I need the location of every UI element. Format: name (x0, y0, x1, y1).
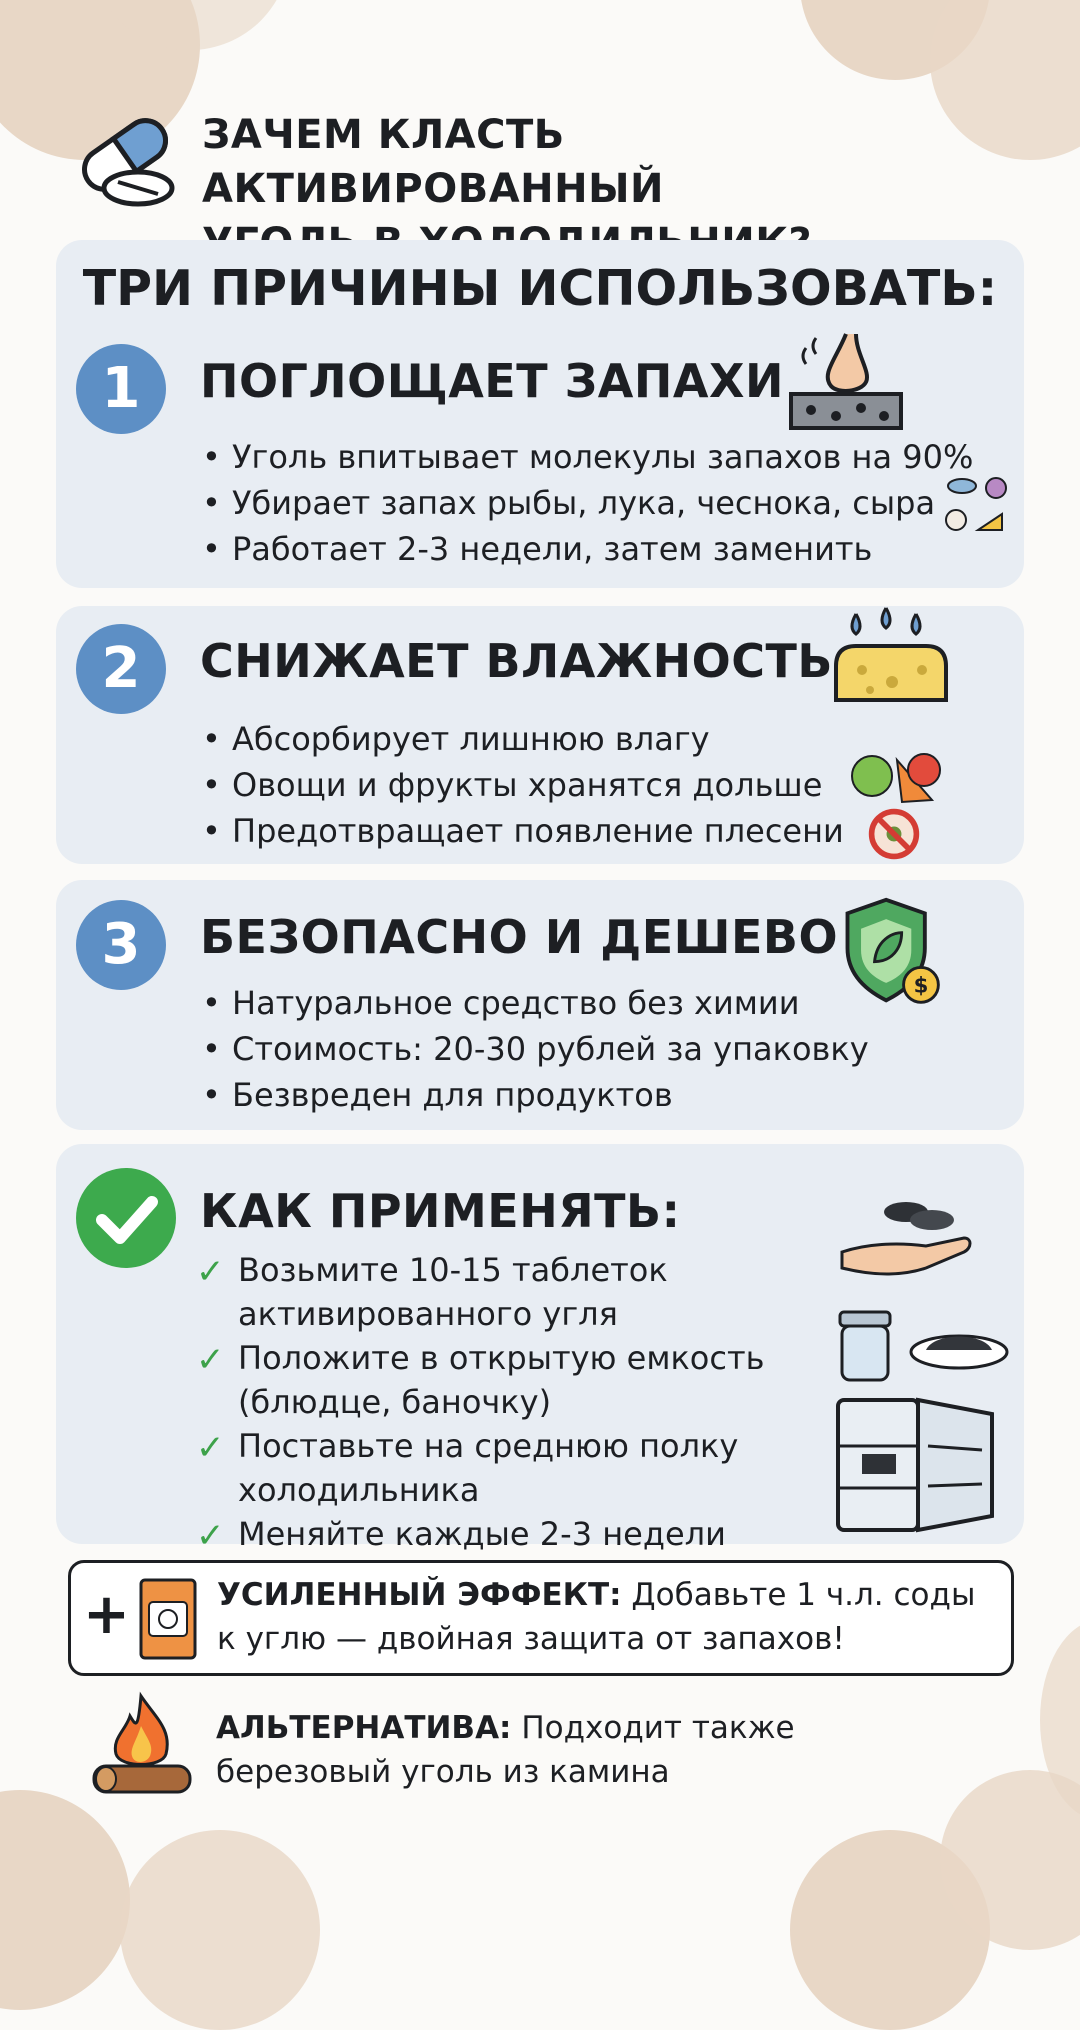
list-item: • Натуральное средство без химии (202, 980, 869, 1026)
check-circle-icon (76, 1168, 176, 1268)
reason-title-3: БЕЗОПАСНО И ДЕШЕВО (200, 910, 839, 964)
no-mold-icon (866, 806, 922, 862)
list-item: • Овощи и фрукты хранятся дольше (202, 762, 844, 808)
reason-1-bullets (202, 434, 973, 572)
boost-line-2: к углю — двойная защита от запахов! (217, 1621, 845, 1657)
step-line: Меняйте каждые 2-3 недели (238, 1515, 726, 1553)
pill-icon (70, 100, 190, 220)
howto-card (56, 1144, 1024, 1556)
list-item: • Предотвращает появление плесени (202, 808, 844, 854)
alternative-line-1 (216, 1706, 795, 1750)
alternative-text (216, 1706, 795, 1794)
header (70, 100, 1030, 240)
reason-number-3: 3 (76, 900, 166, 990)
step-line: Возьмите 10-15 таблеток (238, 1251, 668, 1289)
fish-garlic-cheese-icon (940, 468, 1010, 538)
reasons-heading: ТРИ ПРИЧИНЫ ИСПОЛЬЗОВАТЬ: (82, 260, 998, 317)
list-item: • Уголь впитывает молекулы запахов на 90% (202, 434, 973, 480)
fridge-icon (832, 1396, 1002, 1536)
nose-charcoal-icon (776, 324, 916, 434)
step-line: (блюдце, баночку) (238, 1383, 552, 1421)
step-line: Положите в открытую емкость (238, 1339, 765, 1377)
boost-text-rest: Добавьте 1 ч.л. соды (621, 1577, 976, 1613)
reason-card-3 (56, 880, 1024, 1130)
check-icon: ✓ (196, 1428, 225, 1468)
check-icon: ✓ (196, 1516, 225, 1556)
reason-card-2 (56, 606, 1024, 864)
list-item: • Убирает запах рыбы, лука, чеснока, сыра (202, 480, 973, 526)
step-line: Поставьте на среднюю полку (238, 1427, 739, 1465)
vegetables-icon (842, 740, 952, 810)
reason-title-1: ПОГЛОЩАЕТ ЗАПАХИ (200, 354, 784, 408)
howto-steps (196, 1248, 764, 1556)
list-item (196, 1248, 764, 1336)
reason-number-1: 1 (76, 344, 166, 434)
list-item: • Абсорбирует лишнюю влагу (202, 716, 844, 762)
check-icon: ✓ (196, 1252, 225, 1292)
reason-number-2: 2 (76, 624, 166, 714)
alternative-text-rest: Подходит также (511, 1710, 795, 1746)
boost-line-1 (217, 1573, 975, 1617)
svg-text:$: $ (913, 973, 929, 999)
page-title-line-1: ЗАЧЕМ КЛАСТЬ АКТИВИРОВАННЫЙ (202, 112, 665, 212)
hand-tablets-icon (836, 1194, 976, 1284)
soda-box-icon (133, 1571, 203, 1663)
reason-3-bullets (202, 980, 869, 1118)
boost-label: УСИЛЕННЫЙ ЭФФЕКТ: (217, 1577, 622, 1613)
step-line: холодильника (238, 1471, 480, 1509)
list-item (196, 1336, 764, 1424)
alternative-line-2: березовый уголь из камина (216, 1754, 670, 1790)
list-item (196, 1512, 764, 1556)
sponge-drops-icon (826, 606, 956, 716)
list-item: • Работает 2-3 недели, затем заменить (202, 526, 973, 572)
reason-title-2: СНИЖАЕТ ВЛАЖНОСТЬ (200, 634, 833, 688)
boost-text (217, 1573, 975, 1661)
step-line: активированного угля (238, 1295, 618, 1333)
reason-card-1 (56, 240, 1024, 588)
list-item: • Стоимость: 20-30 рублей за упаковку (202, 1026, 869, 1072)
list-item (196, 1424, 764, 1512)
decor-circle-bottom-left-2 (120, 1830, 320, 2030)
reason-2-bullets (202, 716, 844, 854)
plus-icon: + (83, 1582, 130, 1647)
list-item: • Безвреден для продуктов (202, 1072, 869, 1118)
jar-bowl-icon (834, 1306, 1014, 1386)
alternative-label: АЛЬТЕРНАТИВА: (216, 1710, 512, 1746)
campfire-log-icon (86, 1690, 196, 1800)
howto-title: КАК ПРИМЕНЯТЬ: (200, 1184, 681, 1238)
check-icon: ✓ (196, 1340, 225, 1380)
boost-box (68, 1560, 1014, 1676)
decor-circle-bottom-left (0, 1790, 130, 2010)
